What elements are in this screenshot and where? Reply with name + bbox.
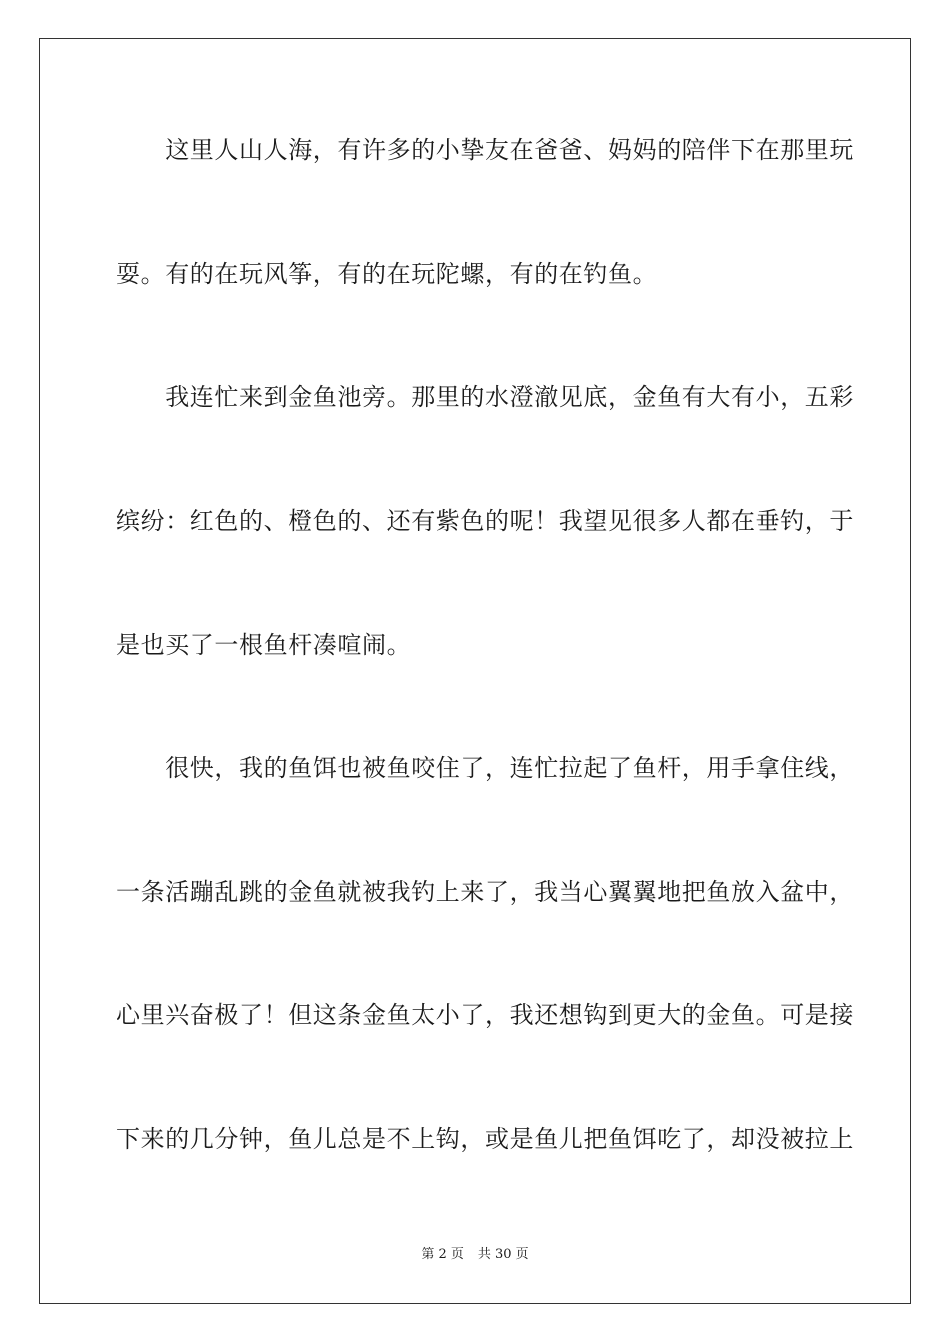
page-total: 共 30 页 — [477, 1247, 529, 1262]
text-line-1: 这里人山人海，有许多的小挚友在爸爸、妈妈的陪伴下在那里玩 — [116, 136, 854, 164]
page-number: 第 2 页 — [421, 1247, 464, 1262]
text-line-9: 下来的几分钟，鱼儿总是不上钩，或是鱼儿把鱼饵吃了，却没被拉上 — [116, 1125, 854, 1153]
text-line-4: 缤纷：红色的、橙色的、还有紫色的呢！我望见很多人都在垂钓，于 — [116, 507, 854, 535]
text-line-8: 心里兴奋极了！但这条金鱼太小了，我还想钩到更大的金鱼。可是接 — [116, 1001, 854, 1029]
page-footer — [0, 1246, 950, 1264]
text-line-3: 我连忙来到金鱼池旁。那里的水澄澈见底，金鱼有大有小，五彩 — [116, 383, 854, 411]
text-line-7: 一条活蹦乱跳的金鱼就被我钓上来了，我当心翼翼地把鱼放入盆中， — [116, 878, 854, 906]
page-frame — [39, 38, 911, 1304]
text-line-5: 是也买了一根鱼杆凑喧闹。 — [116, 631, 412, 659]
text-line-2: 耍。有的在玩风筝，有的在玩陀螺，有的在钓鱼。 — [116, 260, 658, 288]
text-line-6: 很快，我的鱼饵也被鱼咬住了，连忙拉起了鱼杆，用手拿住线， — [116, 754, 854, 782]
